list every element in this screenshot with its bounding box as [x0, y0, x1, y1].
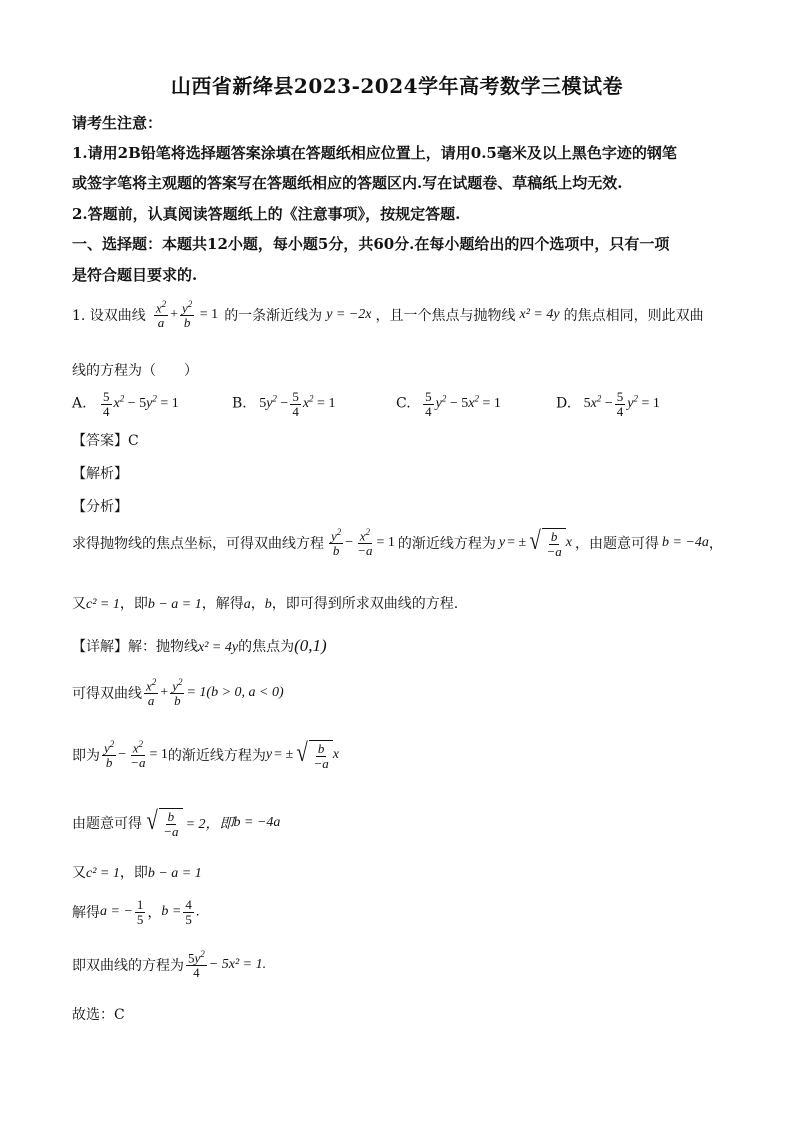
detail-line5: 又c² = 1，即b − a = 1	[72, 865, 202, 881]
analysis-paragraph2: 又c² = 1，即b − a = 1，解得a，b，即可得到所求双曲线的方程.	[72, 596, 459, 612]
fenxi-label: 【分析】	[72, 499, 128, 515]
answer-line	[72, 430, 139, 450]
notice-heading: 请考生注意：	[72, 114, 163, 132]
detail-line2: 可得双曲线 $\frac{x^2}{a}$ + $\frac{y^2}{b}$ = 1(b > 0, a < 0)	[72, 677, 284, 708]
answer-label: 【答案】	[72, 433, 128, 449]
analysis-label: 【解析】	[72, 466, 128, 482]
question1-prefix: 1. 设双曲线	[72, 307, 146, 324]
analysis-paragraph1: 求得抛物线的焦点坐标，可得双曲线方程 $\frac{y^2}{b}$ − $\frac{x^2}{-a}$ = 1 的渐近线方程为 y = ± √ $\frac{b}{-a}$ x ，由题意可得 b = −4a ，	[72, 526, 723, 559]
section1-line1: 一、选择题：本题共12小题，每小题5分，共60分.在每小题给出的四个选项中，只有一项	[72, 235, 670, 253]
detail-line8: 故选：C	[72, 1007, 125, 1023]
detail-line1: 【详解】解：抛物线x² = 4y的焦点为(0,1)	[72, 636, 327, 655]
question1-mid1: 的一条渐近线为	[224, 307, 323, 324]
question1-parabola: x² = 4y	[519, 306, 560, 322]
question1-asymptote: y = −2x	[326, 306, 372, 322]
answer-value: C	[128, 433, 139, 449]
notice-item1-line1: 1.请用2B铅笔将选择题答案涂填在答题纸相应位置上，请用0.5毫米及以上黑色字迹的钢笔	[72, 144, 677, 162]
option-d: D. $5x^2$ − $\frac{5}{4}$ $y^2 = 1$	[556, 389, 660, 419]
option-c: C. $\frac{5}{4}$ $y^2 - 5x^2 = 1$	[396, 389, 501, 419]
notice-item2: 2.答题前，认真阅读答题纸上的《注意事项》，按规定答题.	[72, 205, 461, 223]
detail-line6: 解得 a = − $\frac{1}{5}$ ， b = $\frac{4}{5}$ .	[72, 897, 200, 927]
detail-line4: 由题意可得 √ $\frac{b}{-a}$ = 2，即 b = −4a	[72, 806, 281, 839]
question1-mid2: ，且一个焦点与抛物线	[375, 307, 516, 324]
detail-line7: 即双曲线的方程为 $\frac{5y^2}{4}$ − 5x² = 1.	[72, 949, 267, 980]
section1-line2: 是符合题目要求的.	[72, 266, 198, 284]
question1-stem	[72, 300, 704, 330]
page-title: 山西省新绛县2023-2024学年高考数学三模试卷	[170, 74, 624, 98]
question1-line2: 线的方程为（ ）	[72, 363, 198, 379]
question1-hyperbola-formula: $\frac{x^2}{a}$ + $\frac{y^2}{b}$ = 1	[155, 299, 219, 330]
notice-item1-line2: 或签字笔将主观题的答案写在答题纸相应的答题区内.写在试题卷、草稿纸上均无效.	[72, 174, 623, 192]
question1-mid3: 的焦点相同，则此双曲	[563, 307, 704, 324]
option-b: B. $5y^2$ − $\frac{5}{4}$ $x^2 = 1$	[232, 389, 336, 419]
detail-line3: 即为 $\frac{y^2}{b}$ − $\frac{x^2}{-a}$ = 1 的渐近线方程为 y = ± √ $\frac{b}{-a}$ x	[72, 738, 339, 771]
option-a: A. $\frac{5}{4}$ $x^2 - 5y^2 = 1$	[72, 389, 179, 419]
